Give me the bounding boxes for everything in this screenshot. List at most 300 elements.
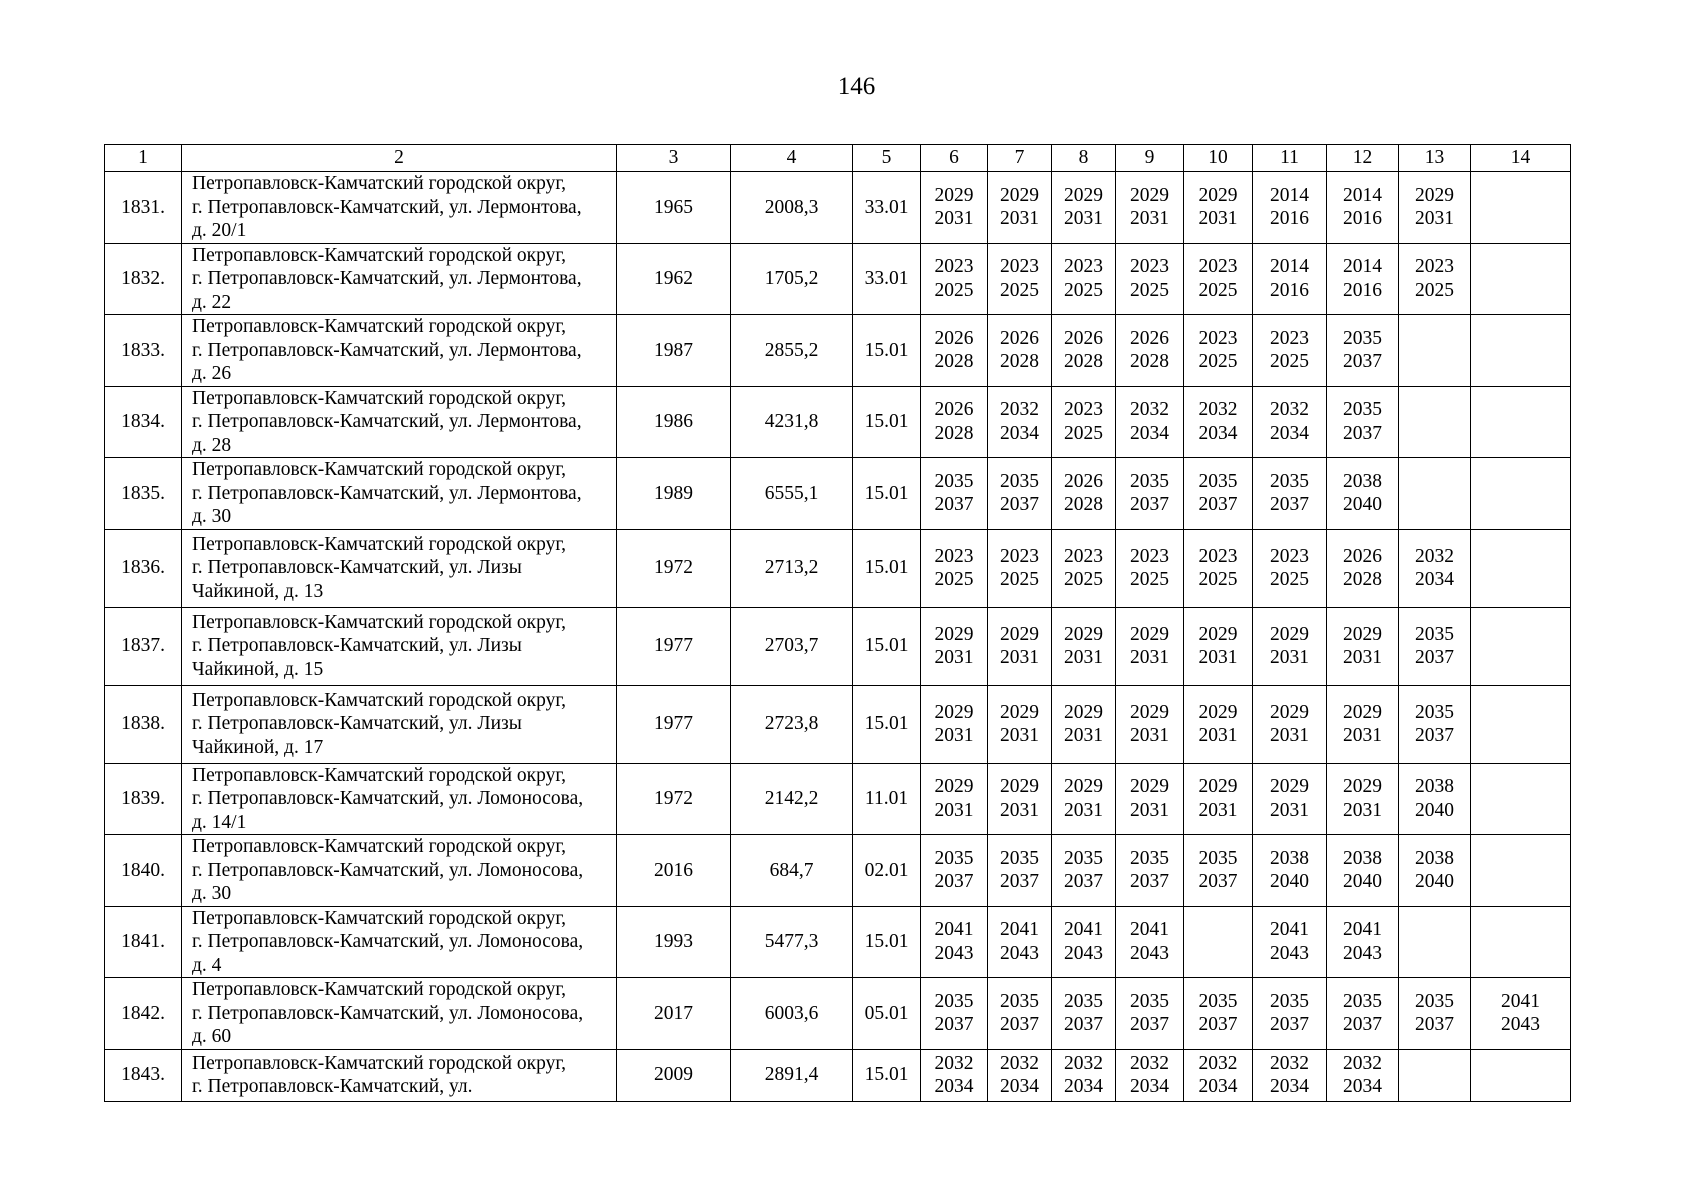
period-end: 2025	[1130, 279, 1169, 301]
period-cell	[1253, 1049, 1327, 1101]
period-end: 2025	[1198, 351, 1238, 373]
period-cell	[1327, 685, 1399, 763]
period-end: 2031	[1130, 647, 1169, 668]
period-start: 2014	[1270, 184, 1309, 206]
period-cell	[1399, 458, 1471, 530]
period-cell	[1399, 607, 1471, 685]
period-start: 2038	[1270, 847, 1309, 869]
period-end: 2043	[1343, 942, 1382, 964]
type-code: 15.01	[853, 906, 921, 978]
period-end: 2034	[1343, 1076, 1382, 1097]
period-start: 2029	[1000, 623, 1039, 645]
period-end: 2016	[1270, 208, 1309, 230]
period-end: 2031	[1198, 208, 1238, 230]
period-end: 2034	[1270, 422, 1309, 444]
address-line: Петропавловск-Камчатский городской округ,	[192, 533, 567, 555]
address-line: д. 20/1	[192, 220, 247, 241]
period-start: 2023	[934, 256, 974, 278]
period-end: 2037	[1130, 1014, 1169, 1036]
period-cell	[1327, 529, 1399, 607]
period-start: 2029	[1130, 776, 1169, 798]
period-cell	[1116, 978, 1184, 1050]
period-end: 2043	[1501, 1014, 1540, 1036]
table-row	[105, 529, 1571, 607]
period-end: 2034	[1270, 1076, 1309, 1097]
period-start: 2029	[934, 776, 974, 798]
period-cell	[1184, 243, 1253, 315]
period-cell	[1327, 607, 1399, 685]
address-line: г. Петропавловск-Камчатский, ул. Лермонтова,	[192, 339, 582, 361]
period-end: 2025	[1000, 569, 1039, 590]
period-end: 2031	[1343, 647, 1382, 668]
header-row	[105, 145, 1571, 172]
period-start: 2035	[1270, 990, 1309, 1012]
period-end: 2034	[1000, 1076, 1039, 1097]
period-start: 2029	[1343, 776, 1382, 798]
period-end: 2025	[1130, 569, 1169, 590]
period-cell	[1471, 386, 1571, 458]
period-end: 2037	[1415, 1014, 1454, 1036]
row-number: 1839.	[105, 763, 182, 835]
period-cell	[1052, 607, 1116, 685]
period-start: 2035	[934, 990, 974, 1012]
period-cell	[1471, 458, 1571, 530]
period-cell	[1471, 1049, 1571, 1101]
period-cell	[1052, 1049, 1116, 1101]
period-cell	[1184, 685, 1253, 763]
period-cell	[1116, 315, 1184, 387]
period-end: 2031	[1198, 725, 1238, 746]
period-start: 2035	[1415, 701, 1454, 723]
total-area: 5477,3	[731, 906, 853, 978]
construction-year: 1972	[617, 529, 731, 607]
address-cell	[182, 607, 617, 685]
period-cell	[921, 607, 988, 685]
period-start: 2032	[1198, 1052, 1238, 1074]
address-cell	[182, 763, 617, 835]
period-cell	[1327, 1049, 1399, 1101]
period-end: 2031	[1000, 208, 1039, 230]
period-cell	[988, 172, 1052, 244]
period-end: 2037	[1000, 494, 1039, 516]
period-start: 2023	[1415, 256, 1454, 278]
period-start: 2023	[1130, 545, 1169, 567]
table-row	[105, 763, 1571, 835]
period-cell	[1327, 386, 1399, 458]
period-end: 2028	[1000, 351, 1039, 373]
period-end: 2031	[1000, 725, 1039, 746]
period-end: 2034	[934, 1076, 974, 1097]
period-start: 2029	[934, 623, 974, 645]
period-end: 2034	[1000, 422, 1039, 444]
address-cell	[182, 835, 617, 907]
period-cell	[1052, 172, 1116, 244]
address-line: Петропавловск-Камчатский городской округ,	[192, 459, 567, 480]
column-header: 8	[1052, 145, 1116, 172]
period-start: 2029	[1064, 776, 1103, 798]
period-cell	[1116, 607, 1184, 685]
period-cell	[988, 529, 1052, 607]
total-area: 2703,7	[731, 607, 853, 685]
period-start: 2029	[934, 701, 974, 723]
address-line: г. Петропавловск-Камчатский, ул. Лизы	[192, 713, 522, 735]
period-end: 2031	[1198, 799, 1238, 821]
period-start: 2029	[1198, 623, 1238, 645]
period-cell	[1253, 458, 1327, 530]
address-line: г. Петропавловск-Камчатский, ул. Лизы	[192, 635, 522, 657]
period-start: 2035	[1343, 990, 1382, 1012]
period-cell	[921, 1049, 988, 1101]
period-start: 2041	[1000, 919, 1039, 941]
address-cell	[182, 386, 617, 458]
period-cell	[1184, 529, 1253, 607]
period-cell	[988, 685, 1052, 763]
type-code: 15.01	[853, 529, 921, 607]
period-start: 2032	[1130, 399, 1169, 421]
period-cell	[1399, 685, 1471, 763]
period-cell	[921, 685, 988, 763]
period-end: 2016	[1270, 279, 1309, 301]
total-area: 2713,2	[731, 529, 853, 607]
period-end: 2031	[1130, 799, 1169, 821]
address-line: г. Петропавловск-Камчатский, ул. Лермонтова,	[192, 482, 582, 504]
period-start: 2014	[1270, 256, 1309, 278]
period-start: 2029	[1000, 776, 1039, 798]
type-code: 15.01	[853, 607, 921, 685]
period-start: 2035	[1064, 990, 1103, 1012]
type-code: 11.01	[853, 763, 921, 835]
period-end: 2034	[1064, 1076, 1103, 1097]
total-area: 4231,8	[731, 386, 853, 458]
period-cell	[1184, 315, 1253, 387]
period-start: 2032	[1198, 399, 1238, 421]
period-end: 2037	[934, 871, 974, 893]
column-header: 2	[182, 145, 617, 172]
period-end: 2037	[1064, 1014, 1103, 1036]
period-cell	[921, 835, 988, 907]
period-end: 2040	[1415, 799, 1454, 821]
period-start: 2038	[1343, 847, 1382, 869]
period-cell	[1327, 458, 1399, 530]
column-header: 13	[1399, 145, 1471, 172]
period-end: 2031	[1130, 725, 1169, 746]
period-start: 2032	[934, 1052, 974, 1074]
period-end: 2025	[1000, 279, 1039, 301]
address-line: Петропавловск-Камчатский городской округ,	[192, 689, 567, 711]
period-cell	[988, 607, 1052, 685]
address-cell	[182, 978, 617, 1050]
period-end: 2031	[1270, 799, 1309, 821]
period-cell	[921, 458, 988, 530]
period-end: 2043	[1130, 942, 1169, 964]
address-line: д. 14/1	[192, 811, 247, 833]
period-cell	[1184, 607, 1253, 685]
total-area: 6003,6	[731, 978, 853, 1050]
address-line: Петропавловск-Камчатский городской округ,	[192, 387, 567, 409]
address-cell	[182, 685, 617, 763]
period-start: 2023	[1064, 399, 1103, 421]
period-end: 2031	[1000, 799, 1039, 821]
period-cell	[988, 835, 1052, 907]
period-cell	[1052, 906, 1116, 978]
address-line: г. Петропавловск-Камчатский, ул. Ломоносова,	[192, 859, 584, 881]
total-area: 2855,2	[731, 315, 853, 387]
address-line: д. 30	[192, 506, 232, 527]
period-cell	[1052, 386, 1116, 458]
construction-year: 1993	[617, 906, 731, 978]
construction-year: 1977	[617, 685, 731, 763]
address-cell	[182, 529, 617, 607]
address-line: г. Петропавловск-Камчатский, ул. Ломоносова,	[192, 1002, 584, 1024]
period-cell	[1471, 906, 1571, 978]
period-cell	[1471, 978, 1571, 1050]
period-start: 2023	[1130, 256, 1169, 278]
period-end: 2031	[1198, 647, 1238, 668]
type-code: 02.01	[853, 835, 921, 907]
period-end: 2031	[1415, 208, 1454, 230]
period-start: 2035	[1270, 470, 1309, 492]
row-number: 1833.	[105, 315, 182, 387]
period-cell	[988, 763, 1052, 835]
period-start: 2035	[1343, 399, 1382, 421]
period-cell	[1184, 458, 1253, 530]
period-start: 2035	[1000, 847, 1039, 869]
period-end: 2037	[1198, 494, 1238, 516]
period-end: 2037	[1130, 494, 1169, 516]
period-start: 2023	[1000, 545, 1039, 567]
period-start: 2032	[1270, 1052, 1309, 1074]
type-code: 33.01	[853, 172, 921, 244]
column-header: 4	[731, 145, 853, 172]
period-end: 2040	[1270, 871, 1309, 893]
period-start: 2032	[1000, 1052, 1039, 1074]
period-start: 2029	[934, 184, 974, 206]
period-end: 2037	[1064, 871, 1103, 893]
period-start: 2029	[1130, 701, 1169, 723]
construction-year: 1962	[617, 243, 731, 315]
period-end: 2031	[1000, 647, 1039, 668]
table-row	[105, 685, 1571, 763]
period-end: 2037	[1415, 647, 1454, 668]
period-cell	[1399, 529, 1471, 607]
period-cell	[1253, 906, 1327, 978]
period-start: 2029	[1270, 776, 1309, 798]
period-cell	[1116, 685, 1184, 763]
period-cell	[1116, 1049, 1184, 1101]
period-start: 2023	[1198, 256, 1238, 278]
table-row	[105, 835, 1571, 907]
type-code: 05.01	[853, 978, 921, 1050]
row-number: 1842.	[105, 978, 182, 1050]
period-end: 2031	[1064, 725, 1103, 746]
period-start: 2038	[1415, 776, 1454, 798]
period-start: 2029	[1270, 701, 1309, 723]
type-code: 15.01	[853, 386, 921, 458]
period-cell	[1116, 763, 1184, 835]
period-end: 2031	[1064, 208, 1103, 230]
period-end: 2034	[1198, 422, 1238, 444]
period-cell	[1052, 763, 1116, 835]
row-number: 1841.	[105, 906, 182, 978]
table-row	[105, 906, 1571, 978]
period-cell	[1052, 835, 1116, 907]
row-number: 1838.	[105, 685, 182, 763]
period-cell	[1471, 243, 1571, 315]
period-cell	[1184, 906, 1253, 978]
address-line: д. 60	[192, 1026, 232, 1047]
period-end: 2043	[1270, 942, 1309, 964]
row-number: 1837.	[105, 607, 182, 685]
period-cell	[988, 458, 1052, 530]
period-start: 2026	[1064, 327, 1103, 349]
period-start: 2035	[1415, 623, 1454, 645]
table-row	[105, 315, 1571, 387]
construction-year: 2017	[617, 978, 731, 1050]
period-end: 2043	[1000, 942, 1039, 964]
period-cell	[1399, 1049, 1471, 1101]
period-start: 2035	[1198, 470, 1238, 492]
construction-year: 1986	[617, 386, 731, 458]
address-line: д. 28	[192, 434, 232, 456]
period-start: 2041	[1270, 919, 1309, 941]
period-cell	[1327, 835, 1399, 907]
period-start: 2035	[1130, 470, 1169, 492]
period-end: 2031	[1270, 647, 1309, 668]
address-line: Чайкиной, д. 15	[192, 658, 324, 680]
period-cell	[988, 906, 1052, 978]
period-start: 2029	[1000, 701, 1039, 723]
period-end: 2040	[1343, 871, 1382, 893]
period-start: 2026	[934, 399, 974, 421]
address-cell	[182, 458, 617, 530]
period-cell	[1052, 315, 1116, 387]
period-start: 2023	[1064, 256, 1103, 278]
period-start: 2038	[1415, 847, 1454, 869]
period-cell	[1399, 315, 1471, 387]
period-start: 2023	[934, 545, 974, 567]
period-end: 2037	[1000, 871, 1039, 893]
period-end: 2016	[1343, 208, 1382, 230]
address-line: г. Петропавловск-Камчатский, ул. Лермонтова,	[192, 268, 582, 289]
period-cell	[1052, 978, 1116, 1050]
column-header: 6	[921, 145, 988, 172]
period-cell	[1116, 529, 1184, 607]
period-cell	[1253, 607, 1327, 685]
period-cell	[1471, 172, 1571, 244]
address-line: г. Петропавловск-Камчатский, ул. Ломоносова,	[192, 788, 584, 809]
column-header: 14	[1471, 145, 1571, 172]
period-start: 2041	[1130, 919, 1169, 941]
table-row	[105, 458, 1571, 530]
column-header: 11	[1253, 145, 1327, 172]
period-end: 2031	[934, 208, 974, 230]
period-start: 2035	[1130, 847, 1169, 869]
period-start: 2023	[1270, 327, 1309, 349]
total-area: 2008,3	[731, 172, 853, 244]
address-line: г. Петропавловск-Камчатский, ул. Лермонтова,	[192, 196, 582, 218]
period-end: 2037	[1198, 871, 1238, 893]
period-end: 2025	[1064, 569, 1103, 590]
row-number: 1840.	[105, 835, 182, 907]
address-cell	[182, 315, 617, 387]
period-start: 2023	[1198, 327, 1238, 349]
period-start: 2038	[1343, 470, 1382, 492]
period-start: 2035	[1198, 847, 1238, 869]
period-cell	[1184, 763, 1253, 835]
table-row	[105, 172, 1571, 244]
period-start: 2029	[1064, 184, 1103, 206]
period-start: 2029	[1270, 623, 1309, 645]
period-cell	[1399, 243, 1471, 315]
period-start: 2041	[1343, 919, 1382, 941]
table-row	[105, 243, 1571, 315]
period-cell	[1052, 243, 1116, 315]
period-cell	[1184, 978, 1253, 1050]
period-start: 2035	[1000, 470, 1039, 492]
period-end: 2028	[1130, 351, 1169, 373]
period-cell	[1116, 243, 1184, 315]
period-cell	[1184, 1049, 1253, 1101]
period-cell	[1471, 685, 1571, 763]
period-cell	[1184, 172, 1253, 244]
address-line: Петропавловск-Камчатский городской округ,	[192, 979, 567, 1000]
period-end: 2037	[934, 1014, 974, 1036]
period-end: 2025	[1198, 279, 1238, 301]
period-cell	[1327, 763, 1399, 835]
period-start: 2023	[1270, 545, 1309, 567]
period-cell	[921, 763, 988, 835]
row-number: 1835.	[105, 458, 182, 530]
period-end: 2016	[1343, 279, 1382, 301]
column-header: 5	[853, 145, 921, 172]
period-end: 2025	[1270, 569, 1309, 590]
table-row	[105, 978, 1571, 1050]
period-cell	[1253, 763, 1327, 835]
period-start: 2023	[1064, 545, 1103, 567]
table-body	[105, 145, 1571, 1102]
period-cell	[921, 243, 988, 315]
period-end: 2034	[1130, 422, 1169, 444]
period-cell	[1471, 763, 1571, 835]
total-area: 684,7	[731, 835, 853, 907]
period-start: 2026	[1000, 327, 1039, 349]
period-end: 2034	[1130, 1076, 1169, 1097]
address-line: Петропавловск-Камчатский городской округ,	[192, 764, 567, 786]
total-area: 6555,1	[731, 458, 853, 530]
total-area: 2723,8	[731, 685, 853, 763]
type-code: 33.01	[853, 243, 921, 315]
period-cell	[1253, 315, 1327, 387]
period-end: 2025	[1064, 279, 1103, 301]
period-cell	[988, 243, 1052, 315]
period-cell	[1471, 607, 1571, 685]
type-code: 15.01	[853, 315, 921, 387]
period-start: 2035	[1064, 847, 1103, 869]
period-cell	[921, 529, 988, 607]
period-end: 2028	[934, 351, 974, 373]
period-end: 2031	[934, 725, 974, 746]
period-cell	[988, 315, 1052, 387]
period-end: 2031	[1064, 647, 1103, 668]
total-area: 1705,2	[731, 243, 853, 315]
construction-year: 1989	[617, 458, 731, 530]
period-end: 2028	[1343, 569, 1382, 590]
period-cell	[1052, 458, 1116, 530]
address-line: Петропавловск-Камчатский городской округ,	[192, 836, 567, 857]
period-cell	[1052, 685, 1116, 763]
row-number: 1843.	[105, 1049, 182, 1101]
period-start: 2026	[1343, 545, 1382, 567]
